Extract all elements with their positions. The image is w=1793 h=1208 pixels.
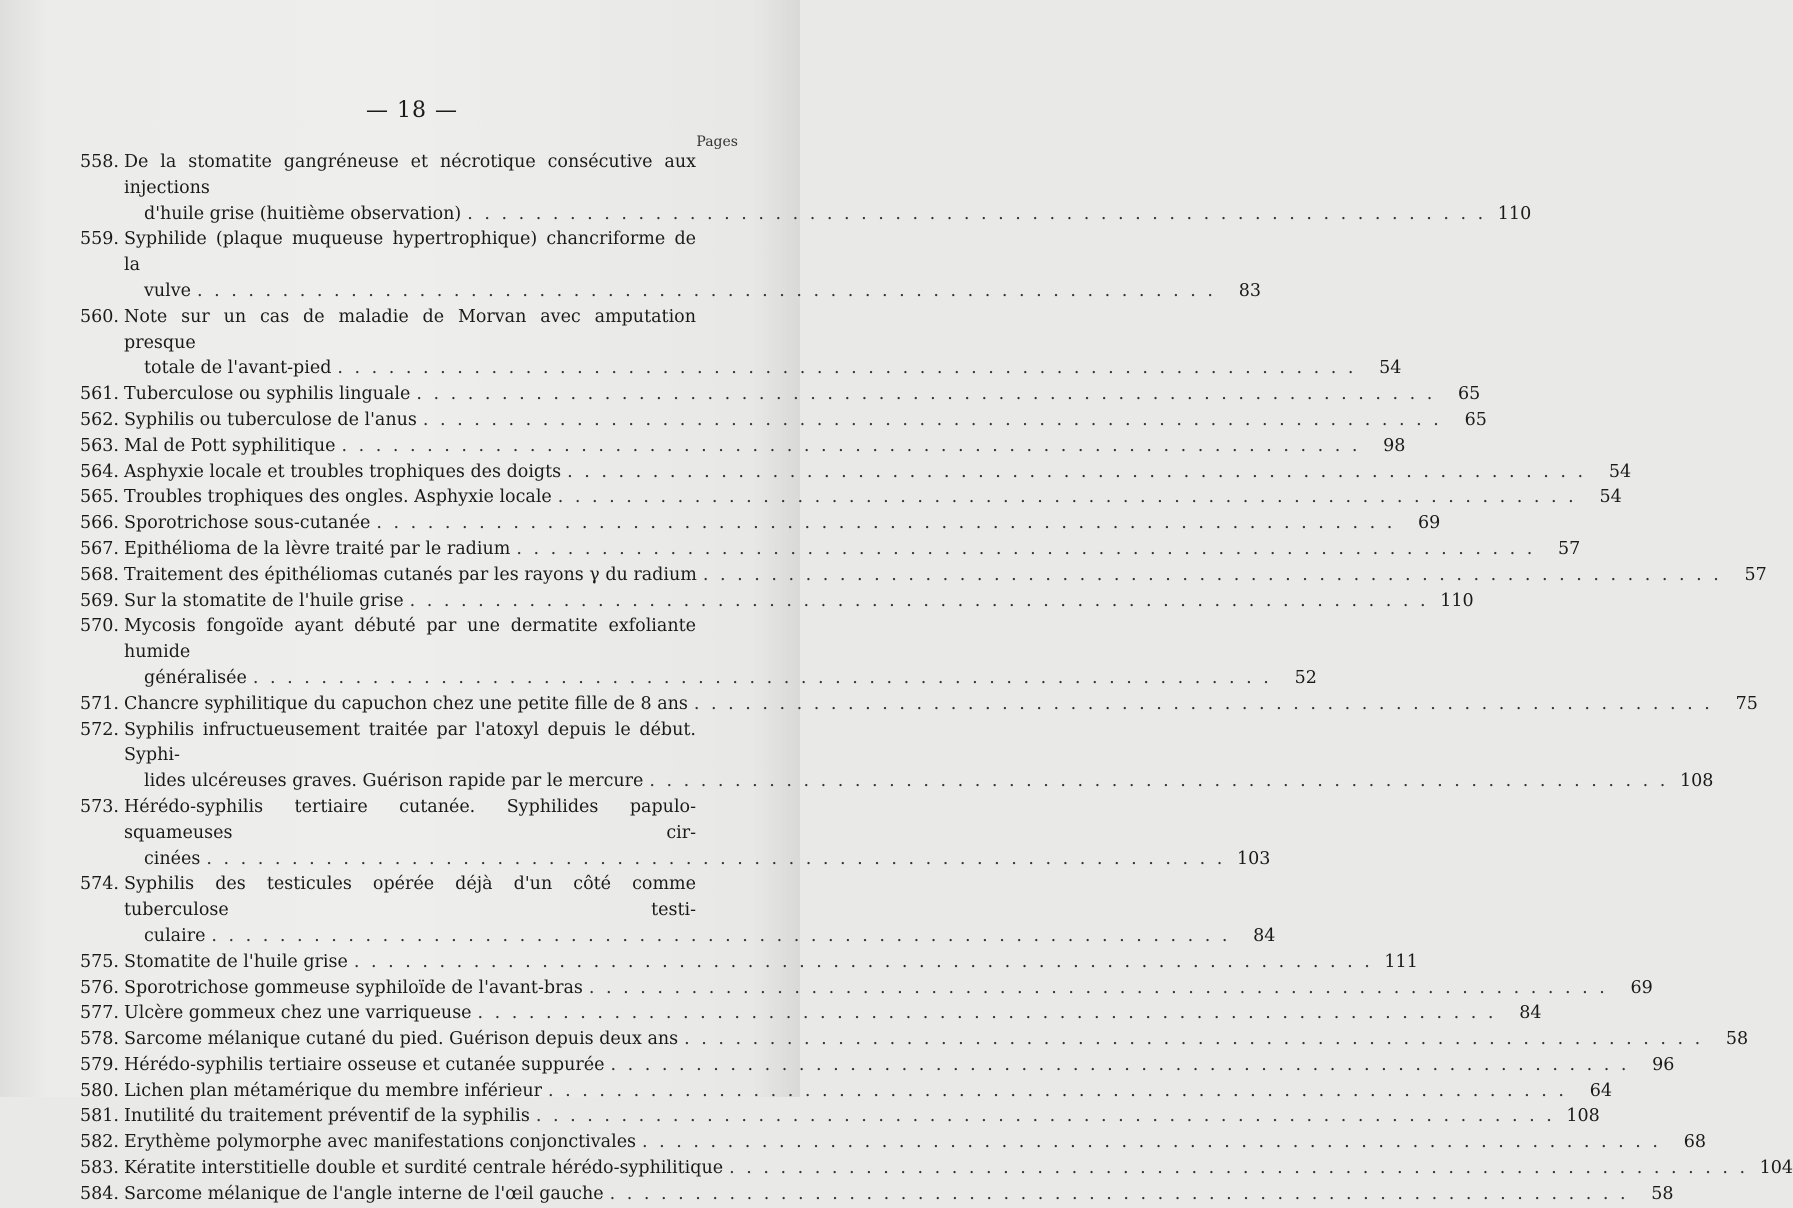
- entry-number: 561.: [80, 384, 119, 405]
- list-item: [80, 563, 1767, 589]
- entry-number: 562.: [80, 409, 119, 430]
- page-reference: 84: [1253, 925, 1276, 946]
- dot-leader: [206, 847, 1222, 873]
- page-reference: 65: [1458, 384, 1481, 405]
- entry-title-line: Sur la stomatite de l'huile grise: [124, 590, 404, 611]
- page-reference: 54: [1608, 461, 1632, 482]
- entry-title-line: Hérédo-syphilis tertiaire cutanée. Syphilides papulo-squameuses cir-: [124, 796, 696, 843]
- entry-title-line: Syphilis infructueusement traitée par l'atoxyl depuis le début. Syphi-: [124, 719, 696, 766]
- list-item: [80, 1156, 1793, 1182]
- entry-title-line: De la stomatite gangréneuse et nécrotique consécutive aux injections: [124, 152, 696, 198]
- entry-title-line: culaire: [144, 925, 206, 946]
- page-reference: 83: [1238, 280, 1261, 301]
- entry-title-line: Inutilité du traitement préventif de la syphilis: [124, 1106, 530, 1127]
- entry-title-line: Sporotrichose gommeuse syphiloïde de l'avant-bras: [124, 977, 583, 998]
- entry-title-line: Erythème polymorphe avec manifestations conjonctivales: [124, 1132, 637, 1153]
- entry-number: 564.: [80, 461, 119, 482]
- list-item: [80, 408, 1487, 434]
- list-item: [80, 1130, 1706, 1156]
- dot-leader: [558, 485, 1574, 511]
- list-item: [80, 692, 1758, 718]
- list-item: [80, 976, 1653, 1002]
- entry-number: 569.: [80, 590, 119, 611]
- list-item: [80, 872, 1276, 949]
- entry-number: 583.: [80, 1158, 119, 1179]
- dot-leader: [703, 563, 1719, 589]
- list-item: [80, 227, 1261, 304]
- entry-title-line: cinées: [144, 848, 201, 869]
- dot-leader: [589, 976, 1605, 1002]
- page-reference: 75: [1735, 693, 1758, 714]
- list-item: [80, 1001, 1542, 1027]
- dot-leader: [642, 1130, 1658, 1156]
- dot-leader: [416, 382, 1432, 408]
- entry-number: 573.: [80, 796, 119, 817]
- entry-title-line: Syphilide (plaque muqueuse hypertrophique) chancriforme de la: [124, 229, 696, 276]
- dot-leader: [410, 589, 1426, 615]
- list-item: [80, 950, 1418, 976]
- list-item: [80, 537, 1581, 563]
- dot-leader: [354, 950, 1370, 976]
- page-reference: 98: [1383, 435, 1406, 456]
- dot-leader: [567, 460, 1583, 486]
- page-reference: 68: [1683, 1132, 1706, 1153]
- entry-number: 568.: [80, 564, 119, 585]
- dot-leader: [423, 408, 1439, 434]
- page-reference: 64: [1589, 1080, 1612, 1101]
- entry-number: 578.: [80, 1029, 119, 1050]
- page-reference: 84: [1519, 1003, 1542, 1024]
- dot-leader: [548, 1079, 1564, 1105]
- entry-title-line: Stomatite de l'huile grise: [124, 951, 348, 972]
- page-reference: 110: [1440, 590, 1474, 611]
- entry-title-line: Syphilis ou tuberculose de l'anus: [124, 409, 417, 430]
- entry-title-line: Sarcome mélanique cutané du pied. Guérison depuis deux ans: [124, 1029, 679, 1050]
- entry-title-line: Chancre syphilitique du capuchon chez une petite fille de 8 ans: [124, 693, 688, 714]
- page-reference: 108: [1679, 771, 1714, 792]
- dot-leader: [467, 202, 1483, 228]
- list-item: [80, 1053, 1675, 1079]
- dot-leader: [211, 924, 1227, 950]
- list-item: [80, 150, 1532, 227]
- page-reference: 104: [1759, 1158, 1793, 1179]
- entry-number: 570.: [80, 616, 119, 637]
- entry-title-line: généralisée: [144, 667, 247, 688]
- dot-leader: [536, 1104, 1552, 1130]
- entry-title-line: Traitement des épithéliomas cutanés par les rayons γ du radium: [124, 564, 697, 585]
- entry-number: 575.: [80, 951, 119, 972]
- entry-number: 560.: [80, 306, 119, 327]
- page-reference: 103: [1236, 848, 1271, 869]
- dot-leader: [337, 356, 1353, 382]
- list-item: [80, 718, 1714, 795]
- entry-number: 559.: [80, 229, 119, 250]
- page-number: — 18 —: [366, 98, 458, 123]
- entry-number: 577.: [80, 1003, 119, 1024]
- entry-title-line: Tuberculose ou syphilis linguale: [124, 384, 411, 405]
- entry-title-line: Asphyxie locale et troubles trophiques des doigts: [124, 461, 562, 482]
- dot-leader: [478, 1001, 1494, 1027]
- entry-title-line: vulve: [144, 280, 191, 301]
- page-reference: 58: [1651, 1183, 1674, 1204]
- list-item: [80, 434, 1406, 460]
- page-reference: 57: [1558, 538, 1581, 559]
- list-item: [80, 305, 1402, 382]
- entry-title-line: totale de l'avant-pied: [144, 358, 332, 379]
- list-item: [80, 382, 1481, 408]
- dot-leader: [610, 1053, 1626, 1079]
- entry-title-line: d'huile grise (huitième observation): [144, 203, 462, 224]
- dot-leader: [253, 666, 1269, 692]
- dot-leader: [729, 1156, 1745, 1182]
- entry-title-line: Mal de Pott syphilitique: [124, 435, 336, 456]
- dot-leader: [684, 1027, 1700, 1053]
- page-reference: 110: [1497, 203, 1532, 224]
- entry-number: 579.: [80, 1054, 119, 1075]
- dot-leader: [694, 692, 1710, 718]
- entry-number: 584.: [80, 1183, 119, 1204]
- entry-title-line: Mycosis fongoïde ayant débuté par une dermatite exfoliante humide: [124, 616, 696, 663]
- page-reference: 58: [1725, 1029, 1749, 1050]
- list-item: [80, 485, 1622, 511]
- entry-number: 563.: [80, 435, 119, 456]
- list-item: [80, 1182, 1674, 1208]
- entry-number: 572.: [80, 719, 119, 740]
- entry-number: 582.: [80, 1132, 119, 1153]
- entry-title-line: Lichen plan métamérique du membre inférieur: [124, 1080, 542, 1101]
- list-item: [80, 614, 1317, 691]
- entry-number: 565.: [80, 487, 119, 508]
- list-item: [80, 1027, 1749, 1053]
- entry-title-line: Note sur un cas de maladie de Morvan avec amputation presque: [124, 306, 696, 353]
- dot-leader: [649, 769, 1665, 795]
- page-reference: 54: [1599, 487, 1622, 508]
- page-reference: 69: [1630, 977, 1653, 998]
- list-item: [80, 1079, 1612, 1105]
- entry-number: 576.: [80, 977, 119, 998]
- entry-number: 558.: [80, 152, 119, 172]
- list-item: [80, 460, 1632, 486]
- page-reference: 52: [1294, 667, 1317, 688]
- table-of-contents: [80, 150, 1793, 1208]
- list-item: [80, 511, 1441, 537]
- page-reference: 69: [1418, 513, 1441, 534]
- pages-column-label: Pages: [696, 134, 738, 150]
- entry-title-line: Hérédo-syphilis tertiaire osseuse et cutanée suppurée: [124, 1054, 605, 1075]
- page-reference: 57: [1744, 564, 1767, 585]
- entry-title-line: Ulcère gommeux chez une varriqueuse: [124, 1003, 472, 1024]
- entry-number: 566.: [80, 513, 119, 534]
- entry-title-line: Epithélioma de la lèvre traité par le radium: [124, 538, 511, 559]
- entry-title-line: Troubles trophiques des ongles. Asphyxie locale: [124, 487, 552, 508]
- page-reference: 54: [1379, 358, 1402, 379]
- dot-leader: [610, 1182, 1626, 1208]
- entry-title-line: Kératite interstitielle double et surdité centrale hérédo-syphilitique: [124, 1158, 724, 1179]
- page-reference: 111: [1384, 951, 1418, 972]
- dot-leader: [376, 511, 1392, 537]
- entry-number: 571.: [80, 693, 119, 714]
- dot-leader: [197, 279, 1213, 305]
- dot-leader: [516, 537, 1532, 563]
- entry-title-line: Syphilis des testicules opérée déjà d'un côté comme tuberculose testi-: [124, 874, 696, 921]
- entry-title-line: lides ulcéreuses graves. Guérison rapide par le mercure: [144, 771, 644, 792]
- entry-title-line: Sarcome mélanique de l'angle interne de l'œil gauche: [124, 1183, 604, 1204]
- list-item: [80, 1104, 1600, 1130]
- entry-number: 580.: [80, 1080, 119, 1101]
- page-reference: 108: [1566, 1106, 1600, 1127]
- dot-leader: [341, 434, 1357, 460]
- page-reference: 96: [1652, 1054, 1675, 1075]
- entry-number: 574.: [80, 874, 119, 895]
- list-item: [80, 795, 1271, 872]
- entry-number: 581.: [80, 1106, 119, 1127]
- entry-number: 567.: [80, 538, 119, 559]
- entry-title-line: Sporotrichose sous-cutanée: [124, 513, 371, 534]
- list-item: [80, 589, 1474, 615]
- page-reference: 65: [1464, 409, 1487, 430]
